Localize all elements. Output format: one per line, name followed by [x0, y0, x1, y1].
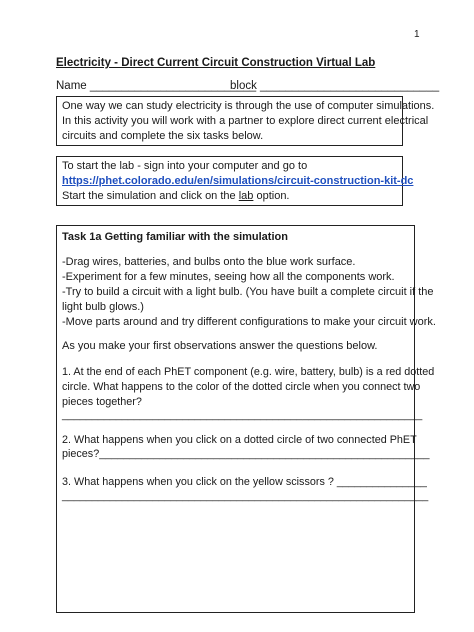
task-heading: Task 1a Getting familiar with the simulation	[62, 231, 288, 243]
question-1-line-3: pieces together?	[62, 396, 142, 408]
question-1-line-1: 1. At the end of each PhET component (e.g. wire, battery, bulb) is a red dotted	[62, 366, 435, 378]
question-2-line-2: pieces?_______________________________________________________	[62, 448, 430, 460]
instruction-build-circuit: -Try to build a circuit with a light bulb. (You have built a complete circuit if the	[62, 286, 434, 298]
instruction-experiment: -Experiment for a few minutes, seeing how all the components work.	[62, 271, 395, 283]
question-2-line-1: 2. What happens when you click on a dotted circle of two connected PhET	[62, 434, 417, 446]
lab-option-word: lab	[238, 190, 254, 202]
page-title: Electricity - Direct Current Circuit Construction Virtual Lab	[56, 57, 376, 69]
start-line-1: To start the lab - sign into your computer and go to	[62, 160, 308, 172]
instruction-build-circuit-cont: light bulb glows.)	[62, 301, 144, 313]
start-lab-box	[56, 156, 414, 206]
intro-line-1: One way we can study electricity is through the use of computer simulations.	[62, 100, 435, 112]
question-1-line-2: circle. What happens to the color of the dotted circle when you connect two	[62, 381, 421, 393]
task-1a-box	[56, 225, 436, 613]
observations-intro: As you make your first observations answer the questions below.	[62, 340, 378, 352]
page-number: 1	[414, 29, 420, 40]
intro-line-3: circuits and complete the six tasks below.	[62, 130, 264, 142]
instruction-move-parts: -Move parts around and try different configurations to make your circuit work.	[62, 316, 436, 328]
question-3-line-1: 3. What happens when you click on the yellow scissors ? _______________	[62, 476, 427, 488]
start-line-3-text: Start the simulation and click on the	[62, 190, 239, 202]
question-1-answer-line: ____________________________________________________________	[62, 409, 423, 421]
phet-link[interactable]: https://phet.colorado.edu/en/simulations/circuit-construction-kit-dc	[62, 175, 414, 187]
intro-line-2: In this activity you will work with a partner to explore direct current electrical	[62, 115, 429, 127]
instruction-drag: -Drag wires, batteries, and bulbs onto the blue work surface.	[62, 256, 356, 268]
block-field-line: block ____________________________	[230, 80, 440, 92]
intro-box	[56, 96, 435, 146]
start-line-3-end: option.	[253, 190, 290, 202]
question-3-answer-line: _____________________________________________________________	[62, 490, 429, 502]
start-line-3	[62, 189, 290, 204]
name-field-line: Name __________________________	[56, 80, 257, 92]
